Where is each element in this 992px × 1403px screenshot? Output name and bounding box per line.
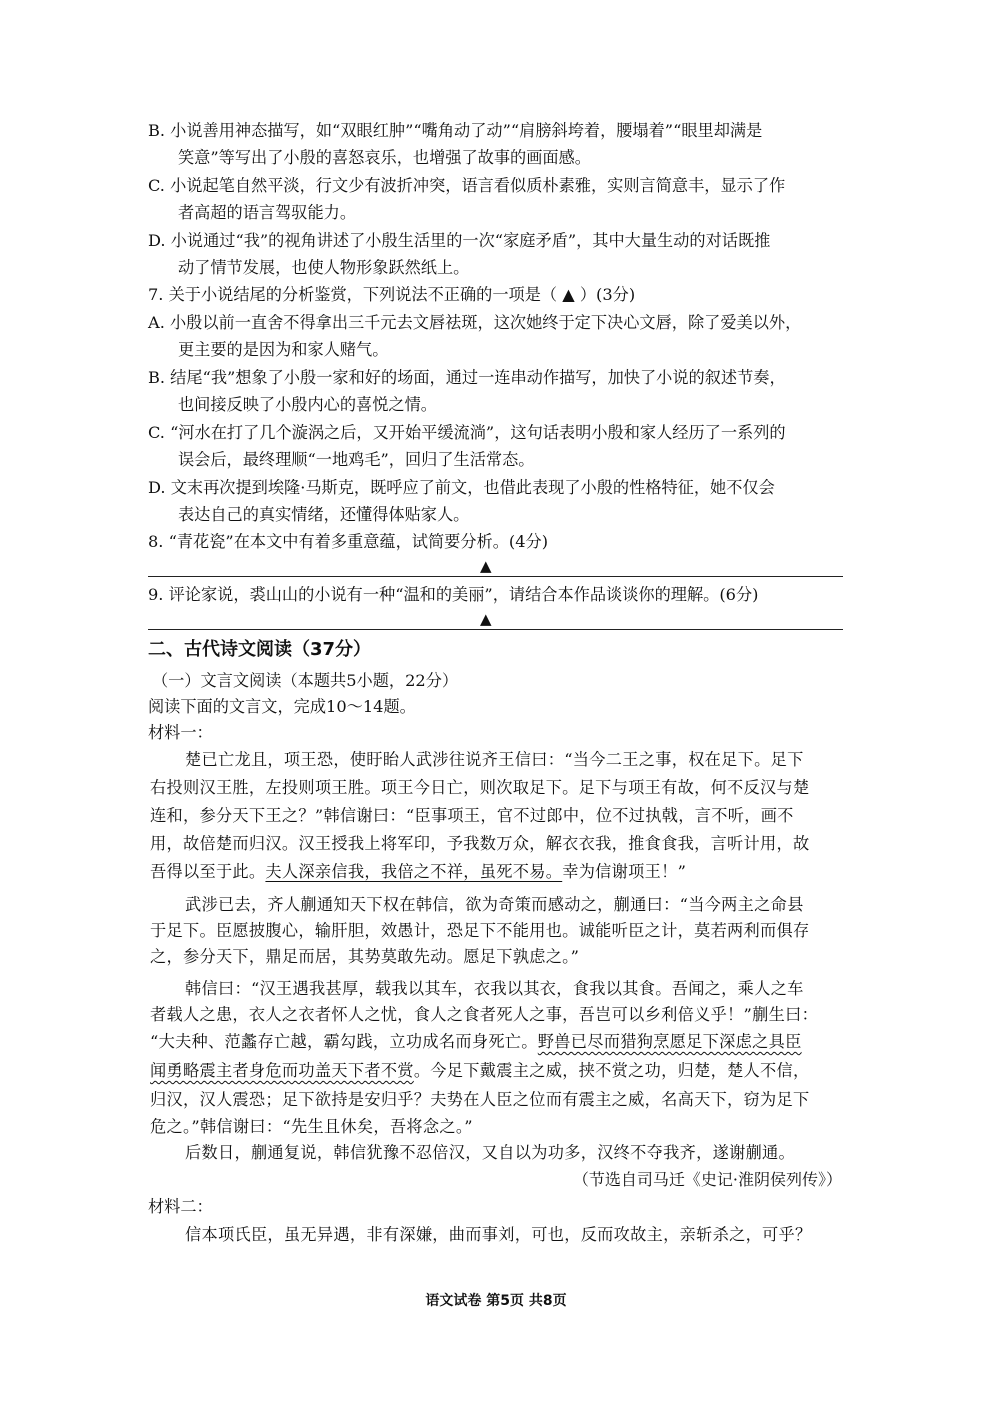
classical-text-line: 武涉已去，齐人蒯通知天下权在韩信，欲为奇策而感动之，蒯通曰：“当今两主之命县 — [185, 895, 804, 914]
q6-option-c-line1: C. 小说起笔自然平淡，行文少有波折冲突，语言看似质朴素雅，实则言简意丰，显示了作 — [148, 176, 786, 195]
classical-text-line: 韩信曰：“汉王遇我甚厚，载我以其车，衣我以其衣，食我以其食。吾闻之，乘人之车 — [185, 979, 804, 998]
instruction: 阅读下面的文言文，完成10～14题。 — [148, 697, 416, 716]
text-segment: 吾得以至于此。 — [150, 862, 266, 881]
classical-text-line: 连和，参分天下王之？”韩信谢曰：“臣事项王，官不过郎中，位不过执戟，言不听，画不 — [150, 806, 794, 825]
material-2-label: 材料二： — [148, 1197, 213, 1216]
answer-mark: ▲ — [480, 557, 492, 575]
classical-text-line: 者载人之患，衣人之衣者怀人之忧，食人之食者死人之事，吾岂可以乡利倍义乎！”蒯生曰： — [150, 1005, 819, 1024]
underlined-sentence: 夫人深亲信我，我倍之不祥，虽死不易。 — [265, 862, 563, 881]
q6-option-d-line2: 动了情节发展，也使人物形象跃然纸上。 — [178, 258, 470, 277]
q8-stem: 8. “青花瓷”在本文中有着多重意蕴，试简要分析。(4分) — [148, 532, 549, 551]
answer-line — [148, 576, 843, 577]
q7-stem: 7. 关于小说结尾的分析鉴赏，下列说法不正确的一项是（ ▲ ）(3分) — [148, 285, 636, 304]
text-segment: 。今足下戴震主之威，挟不赏之功，归楚，楚人不信， — [413, 1061, 810, 1080]
q6-option-d-line1: D. 小说通过“我”的视角讲述了小殷生活里的一次“家庭矛盾”，其中大量生动的对话既推 — [148, 231, 771, 250]
q7-option-a-line2: 更主要的是因为和家人赌气。 — [178, 340, 389, 359]
q7-option-b-line1: B. 结尾“我”想象了小殷一家和好的场面，通过一连串动作描写，加快了小说的叙述节奏， — [148, 368, 786, 387]
q7-option-d-line1: D. 文末再次提到埃隆·马斯克，既呼应了前文，也借此表现了小殷的性格特征，她不仅会 — [148, 478, 775, 497]
classical-text-line: 危之。”韩信谢曰：“先生且休矣，吾将念之。” — [150, 1117, 473, 1136]
q7-option-c-line2: 误会后，最终理顺“一地鸡毛”，回归了生活常态。 — [178, 450, 535, 469]
classical-text-line — [150, 1029, 802, 1055]
classical-text-line: 归汉，汉人震恐；足下欲持是安归乎？夫势在人臣之位而有震主之威，名高天下，窃为足下 — [150, 1090, 810, 1109]
q7-option-c-line1: C. “河水在打了几个漩涡之后，又开始平缓流淌”，这句话表明小殷和家人经历了一系列的 — [148, 423, 786, 442]
q9-stem: 9. 评论家说，裘山山的小说有一种“温和的美丽”，请结合本作品谈谈你的理解。(6分) — [148, 585, 759, 604]
classical-text-line: 用，故倍楚而归汉。汉王授我上将军印，予我数万众，解衣衣我，推食食我，言听计用，故 — [150, 834, 810, 853]
classical-text-line: 信本项氏臣，虽无异遇，非有深嫌，曲而事刘，可也，反而攻故主，亲斩杀之，可乎？ — [185, 1225, 812, 1244]
page-footer: 语文试卷 第5页 共8页 — [425, 1293, 567, 1309]
text-segment: “大夫种、范蠡存亡越，霸勾践，立功成名而身死亡。 — [150, 1032, 538, 1051]
q7-option-b-line2: 也间接反映了小殷内心的喜悦之情。 — [178, 395, 437, 414]
wavy-underlined-sentence: 闻勇略震主者身危而功盖天下者不赏 — [150, 1061, 414, 1080]
text-segment: 幸为信谢项王！” — [562, 862, 687, 881]
classical-text-line — [150, 1058, 810, 1084]
classical-text-line: 右投则汉王胜，左投则项王胜。项王今日亡，则次取足下。足下与项王有故，何不反汉与楚 — [150, 778, 810, 797]
classical-text-line: 楚已亡龙且，项王恐，使盱眙人武涉往说齐王信曰：“当今二王之事，权在足下。足下 — [185, 750, 804, 769]
answer-mark: ▲ — [480, 610, 492, 628]
material-1-label: 材料一： — [148, 723, 213, 742]
q6-option-c-line2: 者高超的语言驾驭能力。 — [178, 203, 357, 222]
wavy-underlined-sentence: 野兽已尽而猎狗烹愿足下深虑之具臣 — [537, 1032, 802, 1051]
section-title: 二、古代诗文阅读（37分） — [148, 639, 372, 660]
source-citation: （节选自司马迁《史记·淮阴侯列传》） — [572, 1170, 842, 1189]
classical-text-line: 之，参分天下，鼎足而居，其势莫敢先动。愿足下孰虑之。” — [150, 947, 580, 966]
classical-text-line — [150, 859, 686, 885]
q7-option-d-line2: 表达自己的真实情绪，还懂得体贴家人。 — [178, 505, 470, 524]
classical-text-line: 于足下。臣愿披腹心，输肝胆，效愚计，恐足下不能用也。诚能听臣之计，莫若两利而俱存 — [150, 921, 810, 940]
classical-text-line: 后数日，蒯通复说，韩信犹豫不忍倍汉，又自以为功多，汉终不夺我齐，遂谢蒯通。 — [185, 1143, 796, 1162]
answer-line — [148, 629, 843, 630]
q6-option-b-line1: B. 小说善用神态描写，如“双眼红肿”“嘴角动了动”“肩膀斜垮着，腰塌着”“眼里却满是 — [148, 121, 763, 140]
subsection-title: （一）文言文阅读（本题共5小题，22分） — [152, 671, 459, 690]
q7-option-a-line1: A. 小殷以前一直舍不得拿出三千元去文唇祛斑，这次她终于定下决心文唇，除了爱美以外， — [148, 313, 802, 332]
q6-option-b-line2: 笑意”等写出了小殷的喜怒哀乐，也增强了故事的画面感。 — [178, 148, 591, 167]
